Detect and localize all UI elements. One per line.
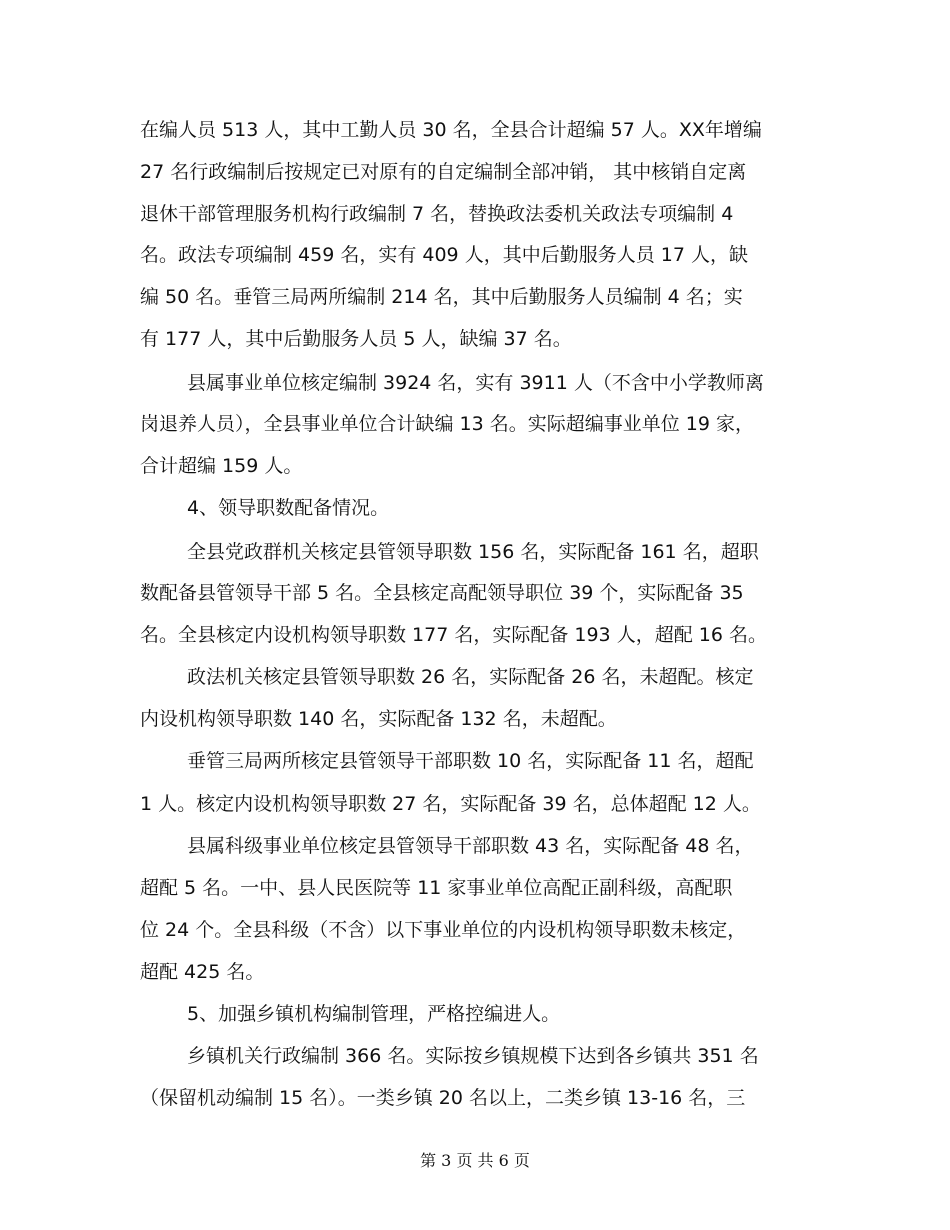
- body-line: 名。全县核定内设机构领导职数 177 名，实际配备 193 人，超配 16 名。: [140, 624, 767, 646]
- body-line: 数配备县管领导干部 5 名。全县核定高配领导职位 39 个，实际配备 35: [140, 582, 744, 604]
- body-line: 合计超编 159 人。: [140, 455, 303, 477]
- section-heading: 4、领导职数配备情况。: [187, 497, 390, 519]
- body-line: 编 50 名。垂管三局两所编制 214 名，其中后勤服务人员编制 4 名；实: [140, 286, 743, 308]
- body-line: 27 名行政编制后按规定已对原有的自定编制全部冲销， 其中核销自定离: [140, 161, 747, 183]
- paragraph-first-line: 县属科级事业单位核定县管领导干部职数 43 名，实际配备 48 名，: [187, 835, 754, 857]
- body-line: 有 177 人，其中后勤服务人员 5 人，缺编 37 名。: [140, 328, 572, 350]
- body-line: 退休干部管理服务机构行政编制 7 名，替换政法委机关政法专项编制 4: [140, 203, 734, 225]
- page-number-footer: 第 3 页 共 6 页: [420, 1151, 530, 1170]
- paragraph-first-line: 政法机关核定县管领导职数 26 名，实际配备 26 名，未超配。核定: [187, 666, 754, 688]
- body-line: 名。政法专项编制 459 名，实有 409 人，其中后勤服务人员 17 人，缺: [140, 244, 748, 266]
- paragraph-first-line: 全县党政群机关核定县管领导职数 156 名，实际配备 161 名，超职: [187, 541, 759, 563]
- body-line: 超配 425 名。: [140, 961, 265, 983]
- body-line: 超配 5 名。一中、县人民医院等 11 家事业单位高配正副科级，高配职: [140, 877, 733, 899]
- body-line: 位 24 个。全县科级（不含）以下事业单位的内设机构领导职数未核定，: [140, 919, 747, 941]
- section-heading: 5、加强乡镇机构编制管理，严格控编进人。: [187, 1003, 561, 1025]
- body-line: 内设机构领导职数 140 名，实际配备 132 名，未超配。: [140, 708, 617, 730]
- paragraph-first-line: 县属事业单位核定编制 3924 名，实有 3911 人（不含中小学教师离: [187, 372, 764, 394]
- paragraph-first-line: 垂管三局两所核定县管领导干部职数 10 名，实际配备 11 名，超配: [187, 750, 754, 772]
- body-line: 岗退养人员），全县事业单位合计缺编 13 名。实际超编事业单位 19 家，: [140, 413, 755, 435]
- body-line: 1 人。核定内设机构领导职数 27 名，实际配备 39 名，总体超配 12 人。: [140, 793, 761, 815]
- body-line: 在编人员 513 人，其中工勤人员 30 名，全县合计超编 57 人。XX年增编: [140, 119, 762, 141]
- body-line: （保留机动编制 15 名）。一类乡镇 20 名以上，二类乡镇 13-16 名，三: [140, 1087, 746, 1109]
- paragraph-first-line: 乡镇机关行政编制 366 名。实际按乡镇规模下达到各乡镇共 351 名: [187, 1045, 759, 1067]
